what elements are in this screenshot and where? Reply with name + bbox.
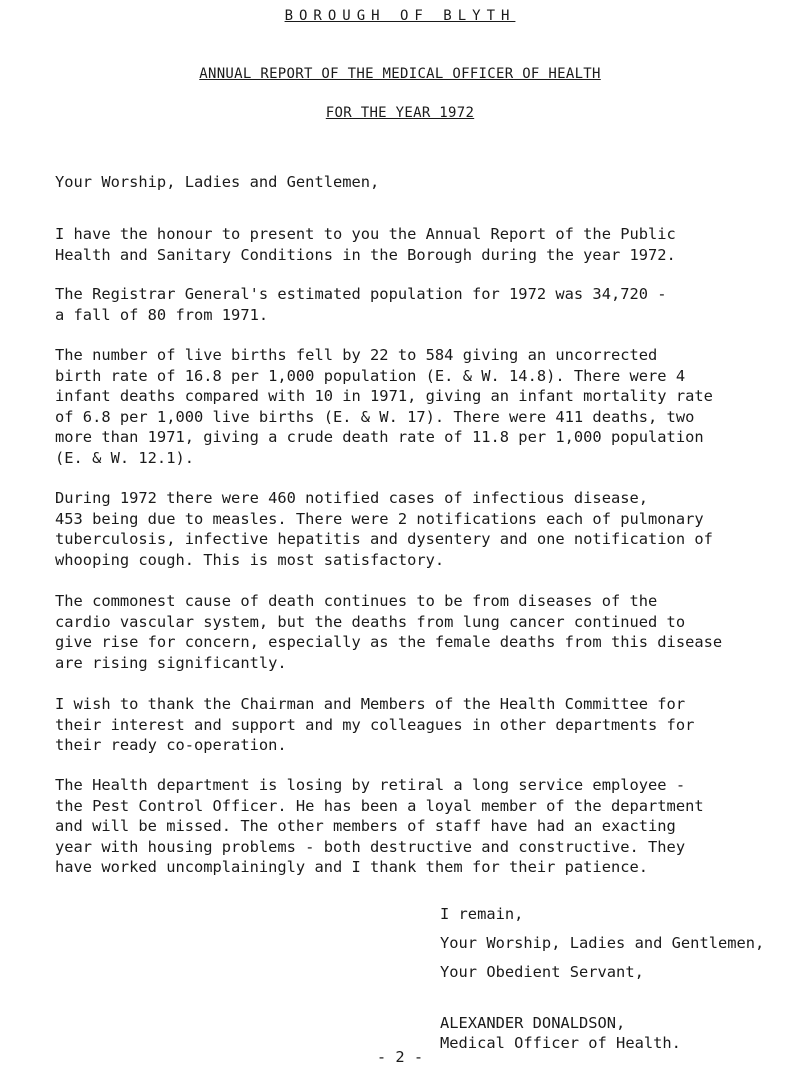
paragraph-population: The Registrar General's estimated population for 1972 was 34,720 - a fall of 80 from 1971. — [55, 285, 667, 324]
paragraph-staff: The Health department is losing by retiral a long service employee - the Pest Control Officer. He has been a loyal member of the department and will be missed. The other members of staff have had an exacting year with housing problems - both destructive and constructive. They have worked uncomplainingly and I thank them for their patience. — [55, 776, 704, 876]
paragraph-causes-of-death: The commonest cause of death continues to be from diseases of the cardio vascular system, but the deaths from lung cancer continued to give rise for concern, especially as the female deaths from this disease are rising significantly. — [55, 592, 723, 672]
paragraph-births-deaths: The number of live births fell by 22 to 584 giving an uncorrected birth rate of 16.8 per 1,000 population (E. & W. 14.8). There were 4 infant deaths compared with 10 in 1971, giving an infant mortality rate of 6.8 per 1,000 live births (E. & W. 17). There were 411 deaths, two more than 1971, giving a crude death rate of 11.8 per 1,000 population (E. & W. 12.1). — [55, 346, 713, 467]
paragraph-thanks: I wish to thank the Chairman and Members of the Health Committee for their interest and support and my colleagues in other departments for their ready co-operation. — [55, 695, 695, 754]
signatory-title: Medical Officer of Health. — [440, 1034, 681, 1052]
year-title: FOR THE YEAR 1972 — [325, 105, 475, 121]
paragraph-infectious-disease: During 1972 there were 460 notified cases of infectious disease, 453 being due to measles. There were 2 notifications each of pulmonary tuberculosis, infective hepatitis and dysentery and one notification of whooping cough. This is most satisfactory. — [55, 489, 713, 569]
closing-remain: I remain, — [440, 905, 524, 923]
closing-servant: Your Obedient Servant, — [440, 963, 644, 981]
borough-title: BOROUGH OF BLYTH — [284, 8, 516, 24]
paragraph-introduction: I have the honour to present to you the Annual Report of the Public Health and Sanitary Conditions in the Borough during the year 1972. — [55, 225, 676, 264]
page-number: - 2 - — [376, 1048, 424, 1066]
closing-address: Your Worship, Ladies and Gentlemen, — [440, 934, 765, 952]
salutation: Your Worship, Ladies and Gentlemen, — [55, 173, 380, 191]
report-title: ANNUAL REPORT OF THE MEDICAL OFFICER OF HEALTH — [199, 66, 601, 82]
signatory-name: ALEXANDER DONALDSON, — [440, 1014, 626, 1032]
